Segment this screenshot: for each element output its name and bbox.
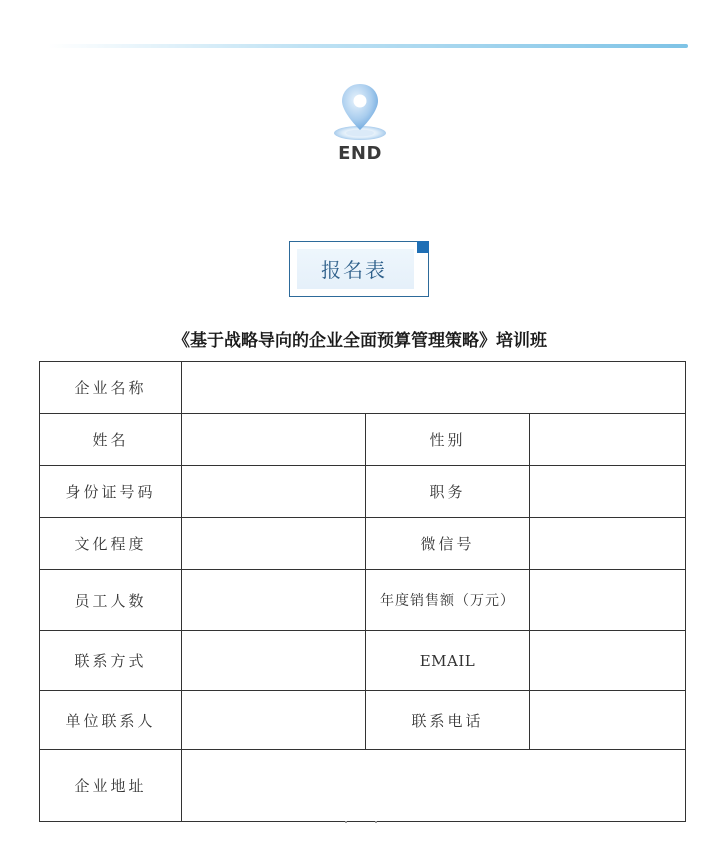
contact-method-field[interactable] — [182, 631, 366, 691]
wechat-field[interactable] — [530, 518, 686, 570]
table-row — [40, 691, 686, 750]
table-row — [40, 414, 686, 466]
location-pin-icon — [330, 80, 390, 142]
table-row — [40, 518, 686, 570]
table-row — [40, 750, 686, 822]
gender-field[interactable] — [530, 414, 686, 466]
registration-heading-box — [289, 241, 429, 297]
company-address-field[interactable] — [182, 750, 686, 822]
corner-accent — [417, 241, 429, 253]
table-row — [40, 466, 686, 518]
top-divider-line — [48, 44, 688, 48]
position-label: 职务 — [366, 466, 530, 518]
wechat-label: 微信号 — [366, 518, 530, 570]
company-address-label: 企业地址 — [40, 750, 182, 822]
employees-field[interactable] — [182, 570, 366, 631]
table-row — [40, 631, 686, 691]
company-name-label: 企业名称 — [40, 362, 182, 414]
unit-contact-label: 单位联系人 — [40, 691, 182, 750]
email-label: EMAIL — [366, 631, 530, 691]
name-field[interactable] — [182, 414, 366, 466]
course-title: 《基于战略导向的企业全面预算管理策略》培训班 — [173, 331, 547, 351]
contact-method-label: 联系方式 — [40, 631, 182, 691]
education-field[interactable] — [182, 518, 366, 570]
registration-heading: 报名表 — [321, 258, 387, 282]
annual-sales-field[interactable] — [530, 570, 686, 631]
company-name-field[interactable] — [182, 362, 686, 414]
table-row — [40, 362, 686, 414]
id-number-field[interactable] — [182, 466, 366, 518]
employees-label: 员工人数 — [40, 570, 182, 631]
education-label: 文化程度 — [40, 518, 182, 570]
contact-phone-label: 联系电话 — [366, 691, 530, 750]
decorative-dots — [345, 820, 385, 824]
contact-phone-field[interactable] — [530, 691, 686, 750]
end-label: END — [338, 143, 382, 164]
id-number-label: 身份证号码 — [40, 466, 182, 518]
table-row — [40, 570, 686, 631]
email-field[interactable] — [530, 631, 686, 691]
gender-label: 性别 — [366, 414, 530, 466]
name-label: 姓名 — [40, 414, 182, 466]
unit-contact-field[interactable] — [182, 691, 366, 750]
registration-form-table — [39, 361, 686, 822]
position-field[interactable] — [530, 466, 686, 518]
annual-sales-label: 年度销售额（万元） — [366, 570, 530, 631]
